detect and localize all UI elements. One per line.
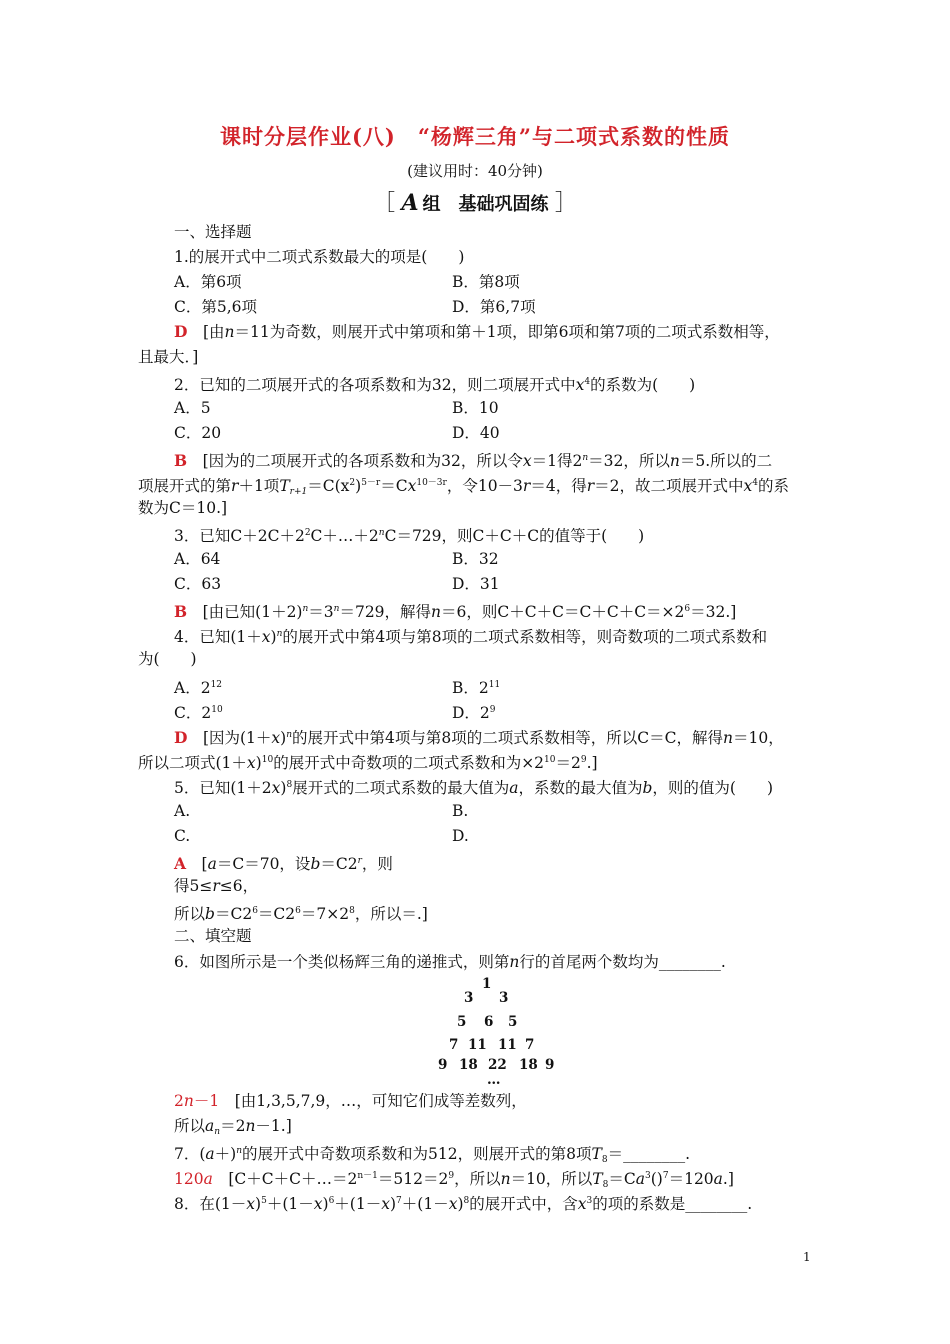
text-run: n (509, 953, 520, 971)
page-number: 1 (803, 1250, 811, 1264)
text-run: 6 (252, 906, 258, 916)
text-run: C. (174, 827, 191, 845)
text-run: n (286, 730, 293, 740)
answer-letter: D (174, 728, 188, 747)
text-line (174, 574, 221, 594)
text-run: 6 (684, 604, 691, 614)
text-run: [ (186, 855, 208, 873)
text-run: x (407, 477, 417, 495)
text-run: r (586, 477, 595, 495)
text-run: 展开式的二项式系数的最大值为 (292, 779, 510, 797)
text-run: D．2 (452, 704, 490, 722)
text-line (452, 700, 496, 723)
triangle-number: 7 (449, 1037, 459, 1053)
text-run: T (592, 1170, 603, 1188)
triangle-number: 5 (457, 1014, 467, 1030)
text-line (174, 423, 221, 443)
text-run: 的展开式中第4项与第8项的二项式系数相等，所以C＝C，解得 (292, 729, 723, 747)
text-run: 所以 (174, 905, 206, 923)
triangle-number: 1 (482, 976, 492, 992)
text-line (138, 473, 789, 502)
text-run: n (333, 604, 340, 614)
triangle-number: 6 (484, 1014, 494, 1030)
text-run: ＝C＝70，设 (216, 855, 311, 873)
text-run: ＋1项 (238, 477, 280, 495)
text-run: ＝C2 (214, 905, 253, 923)
group-label: 组 基础巩固练 (422, 194, 549, 215)
text-run: 3．已知C＋2C＋2 (174, 527, 305, 545)
text-run: C．20 (174, 424, 222, 442)
text-line (174, 523, 644, 546)
text-run: 6 (328, 1196, 335, 1206)
text-run: 9 (580, 755, 587, 765)
text-run: 2 (174, 1092, 184, 1110)
text-line (174, 775, 773, 798)
text-run: ) (355, 477, 362, 495)
text-run: n (183, 1092, 194, 1110)
text-line (174, 549, 220, 569)
text-run: () (650, 1170, 663, 1188)
text-run: ) (322, 1195, 329, 1213)
text-run: b (642, 779, 653, 797)
text-run: ＝10，所以 (510, 1170, 593, 1188)
text-run: ＝2 (220, 1117, 246, 1135)
text-run: a (713, 1170, 723, 1188)
text-run: ＝120 (668, 1170, 714, 1188)
text-run: 一、选择题 (174, 223, 252, 241)
text-run: 的展开式中奇数项系数和为512，则展开式的第8项 (242, 1145, 592, 1163)
text-run: ＋(1－ (401, 1195, 449, 1213)
text-run: ＋(1－ (266, 1195, 314, 1213)
text-run: n (276, 629, 283, 639)
text-run: 10 (211, 705, 223, 715)
text-line (174, 1116, 292, 1142)
text-run: 8 (349, 906, 355, 916)
text-run: 12 (210, 680, 223, 690)
text-run: [由1,3,5,7,9，…，可知它们成等差数列， (219, 1092, 527, 1110)
text-run: 10 (544, 755, 556, 765)
text-run: x (313, 1195, 323, 1213)
text-run: ＝7×2 (300, 905, 350, 923)
text-run: 3 (586, 1196, 593, 1206)
triangle-number: … (487, 1072, 501, 1088)
text-run: r (212, 877, 220, 895)
text-run: .] (722, 1170, 734, 1188)
text-run: 4 (752, 478, 758, 488)
text-run: n (722, 729, 733, 747)
text-run: C＝729，则C＋C＋C的值等于( ) (384, 527, 645, 545)
text-line (174, 297, 257, 317)
answer-letter: B (174, 602, 188, 621)
text-run: 2．已知的二项展开式的各项系数和为32，则二项展开式中 (174, 376, 576, 394)
text-run: n (245, 1117, 256, 1135)
text-run: 数为C＝10.] (138, 499, 228, 517)
text-run: T (591, 1145, 602, 1163)
text-run: ，系数的最大值为 (518, 779, 643, 797)
text-run: 4．已知(1＋ (174, 628, 262, 646)
text-line (174, 826, 190, 846)
triangle-number: 3 (499, 990, 509, 1006)
text-run: 所以二项式(1＋ (138, 754, 247, 772)
text-run: x (261, 628, 271, 646)
text-run: ＝2 (555, 754, 581, 772)
text-run: 3 (645, 1171, 651, 1181)
text-run: A．5 (174, 399, 211, 417)
text-line (174, 372, 695, 395)
text-line (452, 297, 536, 317)
text-line (174, 901, 428, 924)
text-run: r+1 (289, 487, 308, 497)
text-run: a (509, 779, 519, 797)
text-run: b (205, 905, 215, 923)
suggested-time: (建议用时：40分钟) (407, 162, 543, 180)
text-run: T (279, 477, 290, 495)
text-run: 7 (396, 1196, 402, 1206)
text-run: n (500, 1170, 511, 1188)
group-letter: A (401, 190, 419, 216)
triangle-number: 11 (498, 1037, 517, 1053)
text-run: ) (255, 1195, 262, 1213)
text-run: ，所以 (454, 1170, 501, 1188)
text-line (452, 826, 469, 846)
text-run: 的系数为( ) (590, 376, 696, 394)
text-run: ) (255, 754, 262, 772)
text-line (174, 322, 780, 342)
text-run: n (378, 528, 385, 538)
text-line (138, 649, 197, 669)
text-run: 8 (602, 1180, 609, 1190)
text-run: ，所以＝.] (354, 905, 428, 923)
text-run: n (669, 452, 680, 470)
text-run: 1.的展开式中二项式系数最大的项是( ) (174, 248, 465, 266)
text-run: B. (452, 802, 469, 820)
text-run: C．63 (174, 575, 222, 593)
text-line (452, 549, 499, 569)
text-run: 8 (463, 1196, 470, 1206)
text-run: ＝11为奇数，则展开式中第项和第＋1项，即第6项和第7项的二项式系数相等， (234, 323, 780, 341)
text-run: ) (270, 628, 277, 646)
text-run: ＝10， (732, 729, 784, 747)
triangle-number: 11 (468, 1037, 487, 1053)
text-run: ＝C (608, 1170, 636, 1188)
text-run: ＝________. (607, 1145, 690, 1163)
text-run: ＋(1－ (334, 1195, 382, 1213)
triangle-number: 7 (525, 1037, 535, 1053)
text-run: 10 (261, 755, 274, 765)
text-run: n (431, 603, 442, 621)
text-run: ＝C (380, 477, 408, 495)
text-line (174, 222, 252, 242)
text-run: 10－3r (416, 478, 447, 488)
text-line (174, 700, 223, 723)
text-run: [因为的二项展开式的各项系数和为32，所以令 (187, 452, 523, 470)
text-run: n－1 (357, 1171, 378, 1181)
text-run: 5．已知(1＋2 (174, 779, 272, 797)
text-run: x (575, 376, 585, 394)
text-line (174, 247, 464, 267)
text-run: ＝5.所以的二 (679, 452, 773, 470)
text-line (174, 624, 767, 647)
text-run: 得5≤ (174, 877, 213, 895)
text-run: [C＋C＋C＋…＝2 (212, 1170, 358, 1188)
triangle-number: 18 (459, 1057, 478, 1073)
text-run: B．10 (452, 399, 499, 417)
text-run: n (224, 323, 235, 341)
text-line (138, 347, 198, 367)
text-run: 且最大．] (138, 348, 199, 366)
text-line (174, 398, 211, 418)
text-run: 二、填空题 (174, 927, 252, 945)
group-heading (0, 186, 950, 217)
text-run: B．32 (452, 550, 499, 568)
text-run: A. (174, 802, 191, 820)
text-run: ，则的值为( ) (652, 779, 774, 797)
text-line (174, 599, 736, 622)
text-line (138, 750, 598, 773)
text-line (174, 725, 784, 748)
text-line (174, 952, 726, 972)
text-line (174, 272, 242, 292)
text-run: C＋…＋2 (310, 527, 379, 545)
text-run: x (271, 779, 281, 797)
text-line (174, 876, 258, 896)
text-run: 8 (286, 780, 293, 790)
text-run: ) (280, 729, 287, 747)
text-line (174, 926, 252, 946)
text-run: －1 (193, 1092, 220, 1110)
text-run: 的展开式中第4项与第8项的二项式系数相等，则奇数项的二项式系数和 (282, 628, 768, 646)
text-run: ＝C2 (320, 855, 358, 873)
text-run: ＝3 (308, 603, 334, 621)
text-run: 2 (349, 478, 356, 488)
text-run: A．2 (174, 679, 211, 697)
text-run: D．40 (452, 424, 500, 442)
text-run: b (310, 855, 321, 873)
text-run: B．2 (452, 679, 489, 697)
page-title: 课时分层作业(八) “杨辉三角”与二项式系数的性质 (219, 124, 731, 149)
text-run: ＝32，所以 (588, 452, 670, 470)
text-run: x (246, 754, 256, 772)
text-run: D. (452, 827, 469, 845)
text-run: 9 (489, 705, 496, 715)
text-run: 的展开式中，含 (469, 1195, 578, 1213)
text-run: ，令10－3 (446, 477, 523, 495)
text-run: x (246, 1195, 256, 1213)
text-run: ＝6，则C＋C＋C＝C＋C＋C＝×2 (441, 603, 685, 621)
text-run: a (635, 1170, 645, 1188)
text-run: 5 (261, 1196, 267, 1206)
triangle-number: 3 (464, 990, 474, 1006)
text-run: n (582, 453, 589, 463)
text-line (174, 851, 393, 874)
text-run: ＝32.] (690, 603, 737, 621)
text-run: 6 (295, 906, 301, 916)
text-run: [由已知(1＋2) (187, 603, 303, 621)
text-run: D．31 (452, 575, 500, 593)
text-line (452, 801, 468, 821)
text-run: 7 (662, 1171, 669, 1181)
text-run: －1.] (255, 1117, 292, 1135)
text-run: 6．如图所示是一个类似杨辉三角的递推式，则第 (174, 953, 510, 971)
text-run: 11 (488, 680, 501, 690)
text-run: x (743, 477, 753, 495)
triangle-number: 5 (508, 1014, 518, 1030)
text-run: 9 (448, 1171, 455, 1181)
text-run: .] (586, 754, 598, 772)
text-line (452, 574, 500, 594)
text-run: 8．在(1－ (174, 1195, 247, 1213)
text-run: x (381, 1195, 390, 1213)
text-run: D．第6,7项 (452, 298, 536, 316)
text-run: 4 (584, 377, 591, 387)
text-run: 120 (174, 1170, 204, 1188)
text-run: x (271, 729, 281, 747)
text-run: ) (457, 1195, 464, 1213)
text-run: ＝C2 (257, 905, 296, 923)
text-run: 的项的系数是________. (592, 1195, 753, 1213)
text-run: A．第6项 (174, 273, 242, 291)
text-run: ＝4，得 (530, 477, 587, 495)
right-bracket: ］ (554, 191, 577, 216)
text-line (174, 675, 222, 698)
text-run: 的系 (758, 477, 790, 495)
text-run: ＝729，解得 (339, 603, 432, 621)
text-run: ＋) (214, 1145, 237, 1163)
text-run: [由 (187, 323, 225, 341)
text-run: a (207, 855, 217, 873)
text-run: C．2 (174, 704, 212, 722)
text-run: B．第8项 (452, 273, 520, 291)
triangle-number: 9 (438, 1057, 448, 1073)
text-run: [因为(1＋ (187, 729, 272, 747)
text-run: a (203, 1170, 213, 1188)
left-bracket: ［ (373, 191, 396, 216)
text-run: ＝512＝2 (377, 1170, 449, 1188)
text-run: 5－r (361, 478, 381, 488)
text-line (452, 675, 500, 698)
text-run: 项展开式的第 (138, 477, 232, 495)
text-run: ) (280, 779, 287, 797)
text-run: ≤6， (219, 877, 259, 895)
text-line (452, 272, 520, 292)
text-line (174, 801, 190, 821)
text-run: x (522, 452, 532, 470)
answer-letter: D (174, 322, 188, 341)
text-run: 7．( (174, 1145, 206, 1163)
text-line (174, 1091, 527, 1111)
text-run: n (236, 1146, 243, 1156)
text-line (174, 1191, 752, 1214)
text-run: a (205, 1145, 215, 1163)
text-run: 的展开式中奇数项的二项式系数和为×2 (273, 754, 545, 772)
text-line (174, 448, 772, 471)
text-run: ) (389, 1195, 397, 1213)
text-run: r (522, 477, 531, 495)
text-run: ＝C(x (307, 477, 350, 495)
triangle-number: 18 (519, 1057, 538, 1073)
text-run: 为( ) (138, 650, 197, 668)
text-run: ＝1得2 (531, 452, 583, 470)
text-run: r (231, 477, 239, 495)
text-run: ＝2，故二项展开式中 (594, 477, 744, 495)
triangle-number: 22 (488, 1057, 507, 1073)
text-run: 8 (601, 1155, 608, 1165)
answer-letter: A (174, 854, 187, 873)
text-run: 所以 (174, 1117, 206, 1135)
text-line (452, 398, 499, 418)
text-line (452, 423, 500, 443)
text-run: r (357, 856, 362, 866)
text-run: a (205, 1117, 215, 1135)
triangle-number: 9 (545, 1057, 555, 1073)
text-run: x (577, 1195, 587, 1213)
text-run: 行的首尾两个数均为________. (519, 953, 726, 971)
text-run: n (214, 1127, 221, 1137)
answer-letter: B (174, 451, 188, 470)
text-run: C．第5,6项 (174, 298, 258, 316)
text-run: n (302, 604, 309, 614)
text-line (138, 498, 227, 518)
text-run: x (448, 1195, 458, 1213)
text-run: A．64 (174, 550, 221, 568)
text-run: 2 (304, 528, 311, 538)
text-run: ，则 (361, 855, 393, 873)
